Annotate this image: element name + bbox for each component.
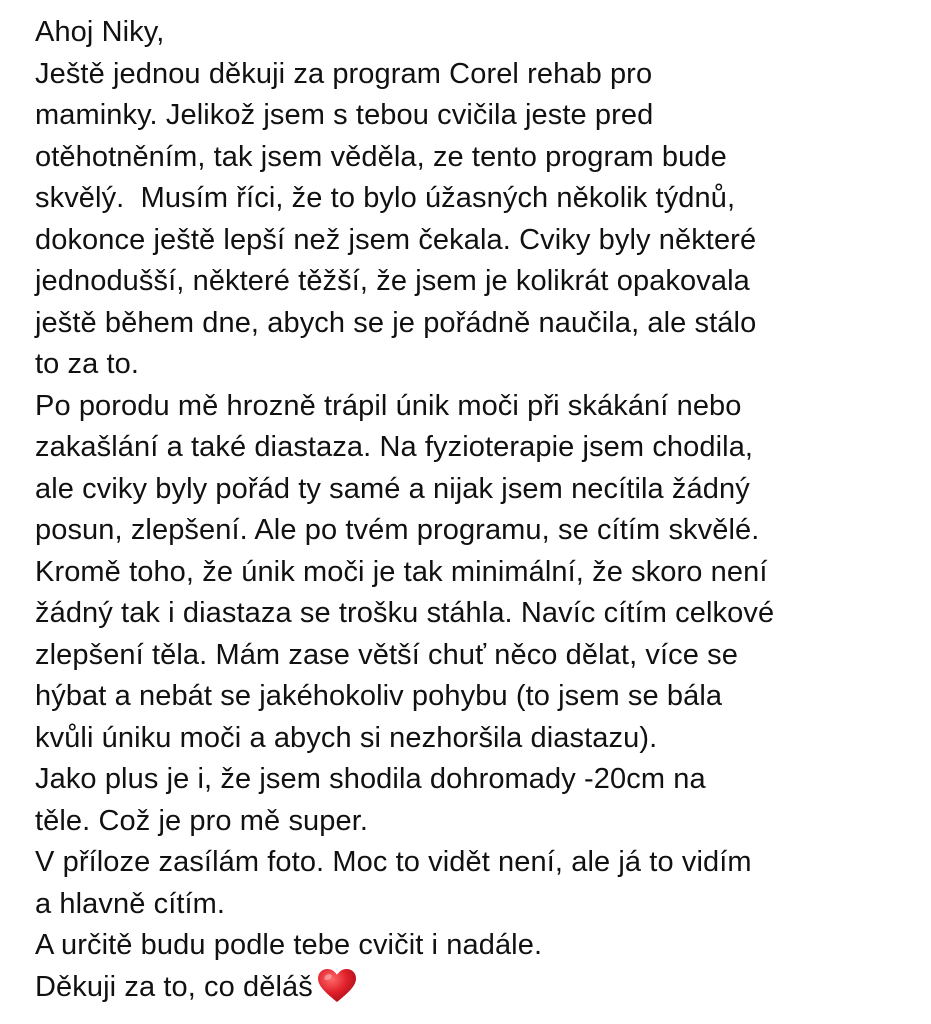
closing-line: Děkuji za to, co děláš [35,967,915,1009]
text-line: A určitě budu podle tebe cvičit i nadále. [35,929,543,961]
text-line: těle. Což je pro mě super. [35,804,369,837]
text-line: zakašlání a také diastaza. Na fyzioterapie jsem chodila, [35,431,754,463]
text-line: jednodušší, některé těžší, že jsem je kolikrát opakovala [35,265,750,297]
text-line: posun, zlepšení. Ale po tvém programu, se cítím skvělé. [35,514,760,546]
text-line: Kromě toho, že únik moči je tak minimální, že skoro není [35,555,768,588]
text-line: zlepšení těla. Mám zase větší chuť něco dělat, více se [35,638,738,671]
text-line: Jako plus je i, že jsem shodila dohromady -20cm na [35,763,706,795]
text-line: žádný tak i diastaza se trošku stáhla. Navíc cítím celkové [35,597,775,629]
text-line: skvělý. Musím říci, že to bylo úžasných několik týdnů, [35,182,736,214]
message-body [35,12,915,1008]
text-line: otěhotněním, tak jsem věděla, ze tento program bude [35,140,727,173]
text-line: Ještě jednou děkuji za program Corel rehab pro [35,57,653,90]
text-line: ale cviky byly pořád ty samé a nijak jsem necítila žádný [35,472,750,505]
text-line: V příloze zasílám foto. Moc to vidět není, ale já to vidím [35,846,752,878]
text-line: dokonce ještě lepší než jsem čekala. Cviky byly některé [35,223,757,256]
text-line: maminky. Jelikož jsem s tebou cvičila jeste pred [35,99,654,131]
text-line: a hlavně cítím. [35,887,226,920]
text-line: kvůli úniku moči a abych si nezhoršila diastazu). [35,721,658,754]
red-heart-icon [317,968,357,1004]
text-line: ještě během dne, abych se je pořádně naučila, ale stálo [35,306,757,339]
text-line: Ahoj Niky, [35,16,165,48]
text-line: Po porodu mě hrozně trápil únik moči při skákání nebo [35,389,742,422]
text-line: to za to. [35,348,140,380]
text-line: hýbat a nebát se jakéhokoliv pohybu (to jsem se bála [35,680,723,712]
